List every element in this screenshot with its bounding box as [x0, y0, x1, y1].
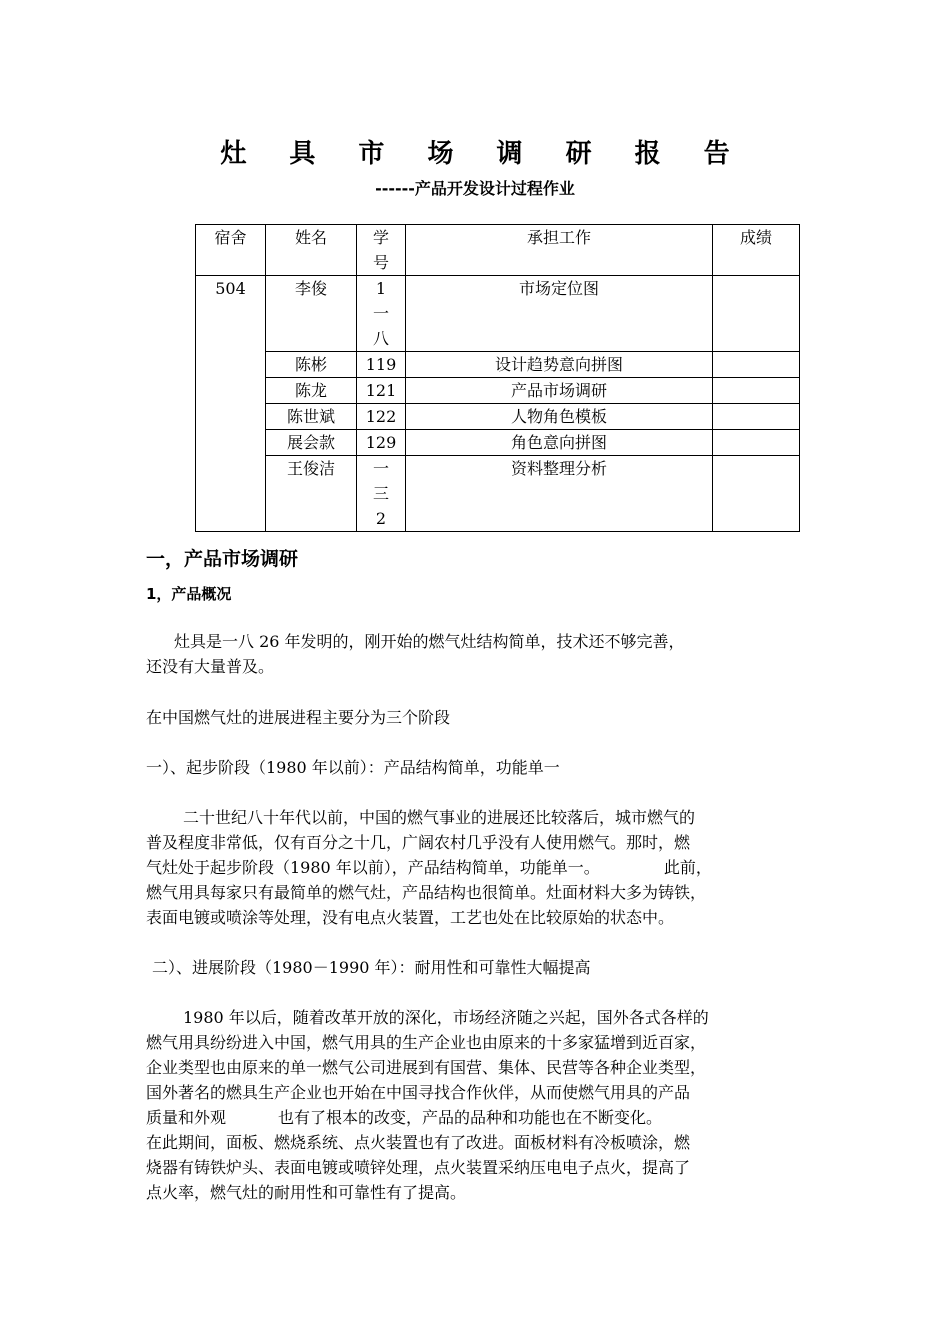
member-name: 陈世斌	[266, 404, 357, 430]
member-score	[713, 456, 800, 532]
table-row	[196, 404, 800, 430]
member-name: 王俊洁	[266, 456, 357, 532]
member-name: 陈龙	[266, 378, 357, 404]
member-id: 1 一 八	[357, 276, 406, 352]
paragraph-stage2: 1980 年以后，随着改革开放的深化，市场经济随之兴起，国外各式各样的 燃气用具纷纷进入中国，燃气用具的生产企业也由原来的十多家猛增到近百家， 企业类型也由原来的单一燃气公司进展到有国营、集体、民营等各种企业类型， 国外著名的燃具生产企业也开始在中国寻找合作伙伴，从而使燃气用具的产品 质量和外观 也有了根本的改变，产品的品种和功能也在不断变化。 在此期间，面板、燃烧系统、点火装置也有了改进。面板材料有冷板喷涂，燃 烧器有铸铁炉头、表面电镀或喷锌处理，点火装置采纳压电电子点火，提高了 点火率，燃气灶的耐用性和可靠性有了提高。	[146, 1008, 709, 1202]
table-row	[196, 430, 800, 456]
member-id: 121	[357, 378, 406, 404]
member-name: 展会款	[266, 430, 357, 456]
member-name: 陈彬	[266, 352, 357, 378]
paragraph-stages: 在中国燃气灶的进展进程主要分为三个阶段	[146, 708, 451, 727]
member-score	[713, 378, 800, 404]
member-name: 李俊	[266, 276, 357, 352]
header-name: 姓名	[266, 225, 357, 276]
header-task: 承担工作	[406, 225, 713, 276]
member-task: 角色意向拼图	[406, 430, 713, 456]
member-task: 资料整理分析	[406, 456, 713, 532]
member-task: 产品市场调研	[406, 378, 713, 404]
member-id: 129	[357, 430, 406, 456]
report-title: 灶 具 市 场 调 研 报 告	[220, 139, 747, 169]
dorm-cell: 504	[196, 276, 266, 532]
table-row	[196, 378, 800, 404]
report-subtitle: ------产品开发设计过程作业	[375, 179, 575, 198]
paragraph-intro: 灶具是一八 26 年发明的，刚开始的燃气灶结构简单，技术还不够完善， 还没有大量普及。	[146, 632, 685, 676]
section-heading: 一，产品市场调研	[146, 548, 299, 570]
member-task: 市场定位图	[406, 276, 713, 352]
member-score	[713, 352, 800, 378]
paragraph-stage1: 二十世纪八十年代以前，中国的燃气事业的进展还比较落后，城市燃气的 普及程度非常低，仅有百分之十几，广阔农村几乎没有人使用燃气。那时，燃 气灶处于起步阶段（1980 年以前），产品结构简单，功能单一。 此前， 燃气用具每家只有最简单的燃气灶，产品结构也很简单。灶面材料大多为铸铁， 表面电镀或喷涂等处理，没有电点火装置，工艺也处在比较原始的状态中。	[146, 808, 712, 927]
member-table	[195, 224, 800, 532]
member-score	[713, 404, 800, 430]
stage2-heading: 二）、进展阶段（1980－1990 年）：耐用性和可靠性大幅提高	[152, 958, 591, 977]
header-dorm: 宿舍	[196, 225, 266, 276]
header-student-id: 学 号	[357, 225, 406, 276]
member-score	[713, 430, 800, 456]
table-header-row	[196, 225, 800, 276]
header-score: 成绩	[713, 225, 800, 276]
member-score	[713, 276, 800, 352]
member-task: 设计趋势意向拼图	[406, 352, 713, 378]
member-id: 119	[357, 352, 406, 378]
table-row	[196, 276, 800, 352]
table-row	[196, 456, 800, 532]
member-id: 122	[357, 404, 406, 430]
table-row	[196, 352, 800, 378]
subsection-heading: 1，产品概况	[146, 585, 232, 603]
member-task: 人物角色模板	[406, 404, 713, 430]
member-id: 一 三 2	[357, 456, 406, 532]
stage1-heading: 一）、起步阶段（1980 年以前）：产品结构简单，功能单一	[146, 758, 560, 777]
